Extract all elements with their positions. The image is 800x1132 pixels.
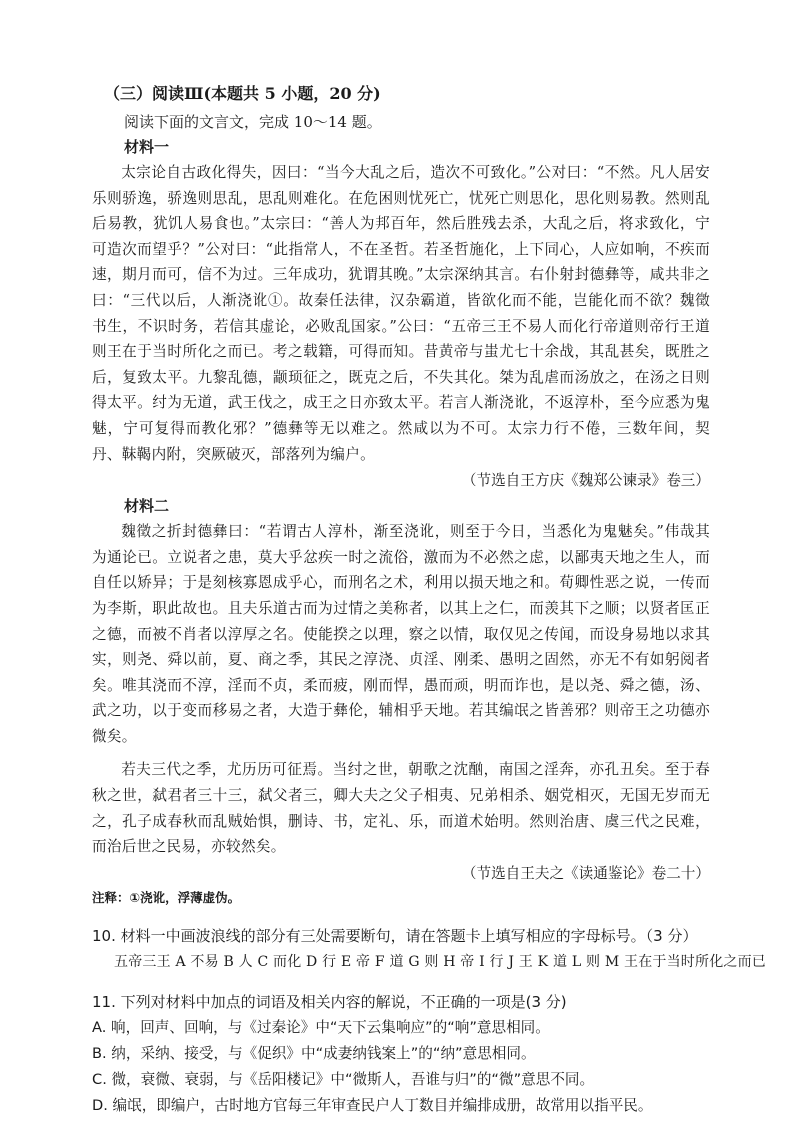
section-instruction: 阅读下面的文言文，完成 10～14 题。: [124, 113, 382, 131]
question-11-stem: 11. 下列对材料中加点的词语及相关内容的解说，不正确的一项是(3 分): [92, 992, 567, 1011]
material1-source: （节选自王方庆《魏郑公谏录》卷三）: [461, 472, 710, 490]
question-10-stem: 10. 材料一中画波浪线的部分有三处需要断句，请在答题卡上填写相应的字母标号。（3 分）: [92, 926, 698, 945]
material1-text: 太宗论自古政化得失，因曰：“当今大乱之后，造次不可致化。”公对曰：“不然。凡人居安乐则骄逸，骄逸则思乱，思乱则难化。在危困则忧死亡，忧死亡则思化，思化则易教。然则乱后易教，犹饥人易食也。”太宗曰：“善人为邦百年，然后胜残去杀，大乱之后，将求致化，宁可造次而望乎？”公对曰：“此指常人，不在圣哲。若圣哲施化，上下同心，人应如响，不疾而速，期月而可，信不为过。三年成功，犹谓其晚。”太宗深纳其言。右仆射封德彝等，咸共非之曰：“三代以后，人渐浇讹①。故秦任法律，汉杂霸道，皆欲化而不能，岂能化而不欲？魏徵书生，不识时务，若信其虚论，必败乱国家。”公曰：“五帝三王不易人而化行帝道则帝行王道则王在于当时所化之而已。考之载籍，可得而知。昔黄帝与蚩尤七十余战，其乱甚矣，既胜之后，复致太平。九黎乱德，颛顼征之，既克之后，不失其化。桀为乱虐而汤放之，在汤之日则得太平。纣为无道，武王伐之，成王之日亦致太平。若言人渐浇讹，不返淳朴，至今应悉为鬼魅，宁可复得而教化邪？”德彝等无以难之。然咸以为不可。太宗力行不倦，三数年间，契丹、靺鞨内附，突厥破灭，部落列为编户。: [92, 164, 710, 463]
footnote: 注释：①浇讹，浮薄虚伪。: [92, 889, 241, 905]
question-11-option-c: C. 微，衰微、衰弱，与《岳阳楼记》中“微斯人，吾谁与归”的“微”意思不同。: [92, 1070, 595, 1088]
material2-heading: 材料二: [124, 497, 170, 516]
material2-paragraph-2: 若夫三代之季，尤历历可征焉。当纣之世，朝歌之沈酗，南国之淫奔，亦孔丑矣。至于春秋之世，弑君者三十三，弑父者三，卿大夫之父子相夷、兄弟相杀、姻党相灭，无国无岁而无之，孔子成春秋而乱贼始惧，删诗、书，定礼、乐，而道术始明。然则治唐、虞三代之民难，而治后世之民易，亦较然矣。: [92, 761, 710, 856]
material2-paragraph-1: 魏徵之折封德彝曰：“若谓古人淳朴，渐至浇讹，则至于今日，当悉化为鬼魅矣。”伟哉其为通论已。立说者之患，莫大乎忿疾一时之流俗，激而为不必然之虑，以鄙夷天地之生人，而自任以矫异；于是刻核寡恩成乎心，而刑名之术，利用以损天地之和。荀卿性恶之说，一传而为李斯，职此故也。且夫乐道古而为过情之美称者，以其上之仁，而羡其下之顺；以贤者匡正之德，而被不肖者以淳厚之名。使能揆之以理，察之以情，取仅见之传闻，而设身易地以求其实，则尧、舜以前，夏、商之季，其民之淳浇、贞淫、刚柔、愚明之固然，亦无不有如躬阅者矣。唯其浇而不淳，淫而不贞，柔而疲，刚而悍，愚而顽，明而诈也，是以尧、舜之德，汤、武之功，以于变而移易之者，大造于彝伦，辅相乎天地。若其编氓之皆善邪？则帝王之功德亦微矣。: [92, 523, 710, 745]
question-11-option-d: D. 编氓，即编户，古时地方官每三年审查民户人丁数目并编排成册，故常用以指平民。: [92, 1096, 653, 1114]
section-title: （三）阅读Ⅲ(本题共 5 小题，20 分): [104, 84, 381, 103]
material2-source: （节选自王夫之《读通鉴论》卷二十）: [461, 864, 710, 882]
question-11-option-a: A. 响，回声、回响，与《过秦论》中“天下云集响应”的“响”意思相同。: [92, 1018, 550, 1036]
question-10-marked-text: 五帝三王 A 不易 B 人 C 而化 D 行 E 帝 F 道 G 则 H 帝 I 行 J 王 K 道 L 则 M 王在于当时所化之而已: [114, 953, 766, 970]
material1-heading: 材料一: [124, 138, 170, 156]
question-11-option-b: B. 纳，采纳、接受，与《促织》中“成妻纳钱案上”的“纳”意思相同。: [92, 1044, 536, 1062]
